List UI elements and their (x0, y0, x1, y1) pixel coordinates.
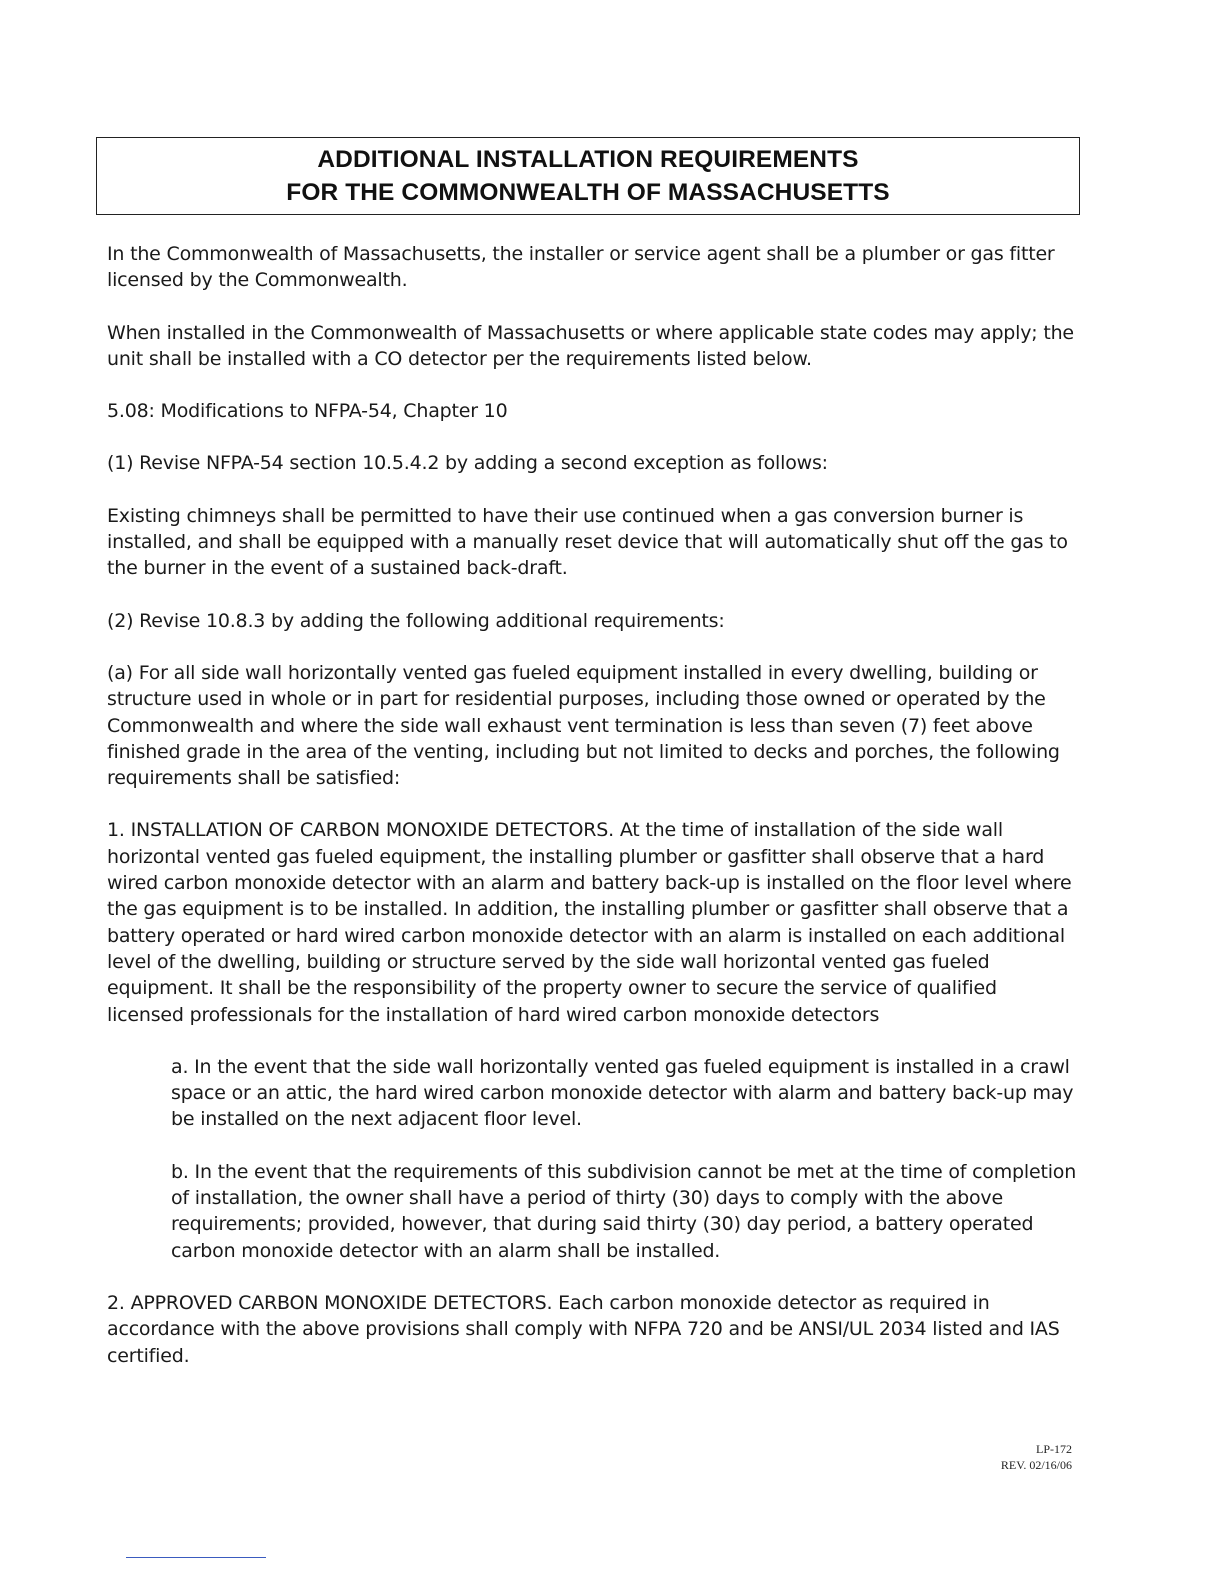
title-line-2: FOR THE COMMONWEALTH OF MASSACHUSETTS (286, 179, 890, 206)
paragraph-side-wall-vent: (a) For all side wall horizontally vented gas fueled equipment installed in every dwelling, building or structure used in whole or in part for residential purposes, including those owned or operated by the Commonwealth and where the side wall exhaust vent termination is less than seven (7) feet above finished grade in the area of the venting, including but not limited to decks and porches, the following requirements shall be satisfied: (107, 661, 1060, 790)
paragraph-installation-detectors: 1. INSTALLATION OF CARBON MONOXIDE DETECTORS. At the time of installation of the side wall horizontal vented gas fueled equipment, the installing plumber or gasfitter shall observe that a hard wired carbon monoxide detector with an alarm and battery back-up is installed on the floor level where the gas equipment is to be installed. In addition, the installing plumber or gasfitter shall observe that a battery operated or hard wired carbon monoxide detector with an alarm is installed on each additional level of the dwelling, building or structure served by the side wall horizontal vented gas fueled equipment. It shall be the responsibility of the property owner to secure the service of qualified licensed professionals for the installation of hard wired carbon monoxide detectors (107, 819, 1072, 1026)
footnote-divider (126, 1557, 266, 1558)
revision-date: REV. 02/16/06 (1000, 1458, 1072, 1472)
title-line-1: ADDITIONAL INSTALLATION REQUIREMENTS (317, 146, 859, 173)
title-box (96, 137, 1080, 215)
document-body (107, 241, 1077, 1395)
paragraph-existing-chimneys: Existing chimneys shall be permitted to have their use continued when a gas conversion burner is installed, and shall be equipped with a manually reset device that will automatically shut off the gas to the burner in the event of a sustained back-draft. (107, 504, 1068, 580)
paragraph-installer-license: In the Commonwealth of Massachusetts, the installer or service agent shall be a plumber or gas fitter licensed by the Commonwealth. (107, 243, 1055, 292)
form-code-block (1001, 1441, 1072, 1473)
paragraph-revision-1: (1) Revise NFPA-54 section 10.5.4.2 by adding a second exception as follows: (107, 452, 828, 475)
paragraph-section-heading: 5.08: Modifications to NFPA-54, Chapter 10 (107, 400, 508, 423)
paragraph-approved-detectors: 2. APPROVED CARBON MONOXIDE DETECTORS. Each carbon monoxide detector as required in accordance with the above provisions shall comply with NFPA 720 and be ANSI/UL 2034 listed and IAS certified. (107, 1291, 1060, 1367)
paragraph-co-detector: When installed in the Commonwealth of Massachusetts or where applicable state codes may apply; the unit shall be installed with a CO detector per the requirements listed below. (107, 321, 1074, 370)
form-code: LP-172 (1036, 1442, 1072, 1456)
subparagraph-a: a. In the event that the side wall horizontally vented gas fueled equipment is installed in a crawl space or an attic, the hard wired carbon monoxide detector with alarm and battery back-up may be installed on the next adjacent floor level. (171, 1055, 1074, 1131)
paragraph-revision-2: (2) Revise 10.8.3 by adding the following additional requirements: (107, 609, 725, 632)
subparagraph-b: b. In the event that the requirements of this subdivision cannot be met at the time of completion of installation, the owner shall have a period of thirty (30) days to comply with the above requirements; provided, however, that during said thirty (30) day period, a battery operated carbon monoxide detector with an alarm shall be installed. (171, 1160, 1077, 1262)
